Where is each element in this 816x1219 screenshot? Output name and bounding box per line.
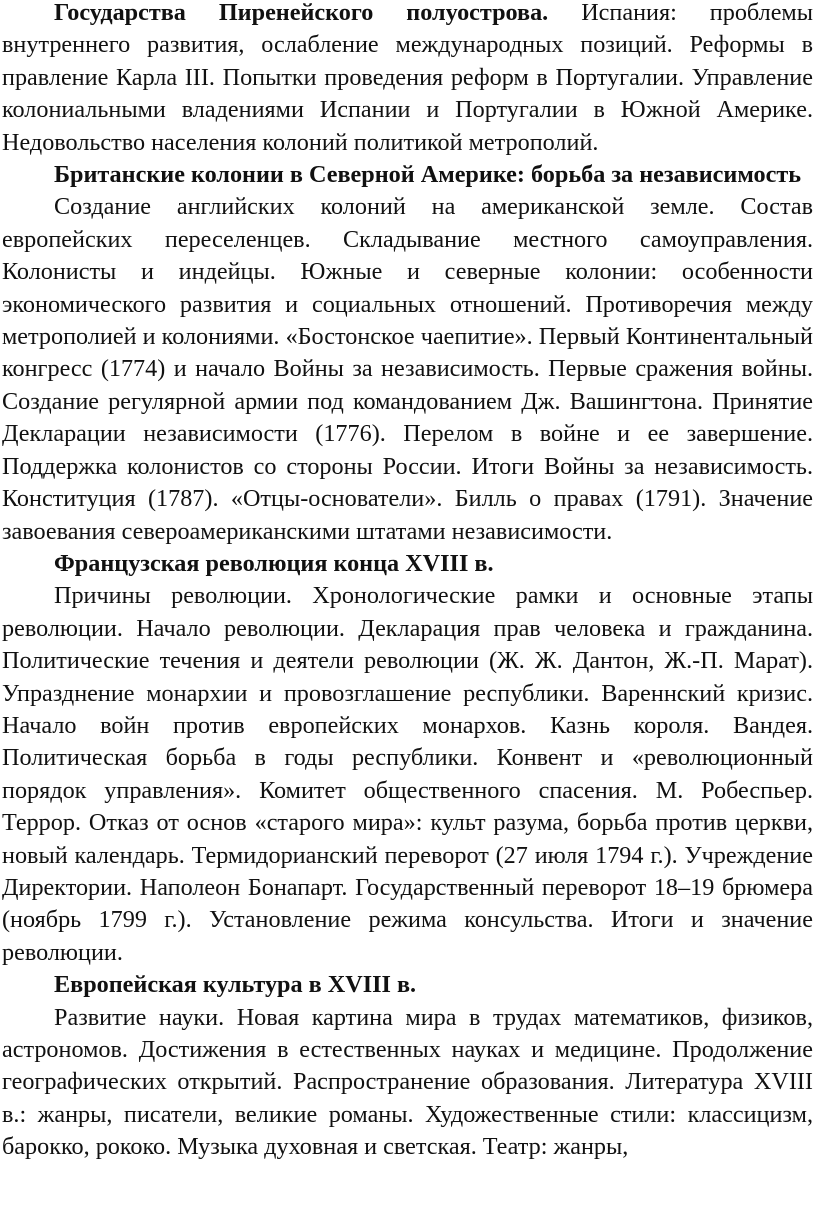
section-heading: Европейская культура в XVIII в.	[54, 971, 417, 999]
section-body: Испания: проблемы внутреннего развития, ослабление международных позиций. Реформы в правление Карла III. Попытки проведения реформ в Португалии. Управление колониальными владениями Испании и Португалии в Южной Америке. Недовольство населения колоний политикой метрополий.	[2, 0, 813, 156]
section-heading: Государства Пиренейского полуострова.	[54, 0, 549, 26]
section-heading: Французская революция конца XVIII в.	[54, 549, 494, 577]
section-body: Развитие науки. Новая картина мира в трудах математиков, физиков, астрономов. Достижения в естественных науках и медицине. Продолжение географических открытий. Распространение образования. Литература XVIII в.: жанры, писатели, великие романы. Художественные стили: классицизм, барокко, рококо. Музыка духовная и светская. Театр: жанры,	[2, 1003, 813, 1161]
section-body: Причины революции. Хронологические рамки и основные этапы революции. Начало революции. Декларация прав человека и гражданина. Политические течения и деятели революции (Ж. Ж. Дантон, Ж.-П. Марат). Упразднение монархии и провозглашение республики. Вареннский кризис. Начало войн против европейских монархов. Казнь короля. Вандея. Политическая борьба в годы республики. Конвент и «революционный порядок управления». Комитет общественного спасения. М. Робеспьер. Террор. Отказ от основ «старого мира»: культ разума, борьба против церкви, новый календарь. Термидорианский переворот (27 июля 1794 г.). Учреждение Директории. Наполеон Бонапарт. Государственный переворот 18–19 брюмера (ноябрь 1799 г.). Установление режима консульства. Итоги и значение революции.	[2, 582, 813, 966]
section-heading: Британские колонии в Северной Америке: борьба за независимость	[54, 161, 802, 189]
section-iberian	[2, 0, 813, 159]
section-body: Создание английских колоний на американской земле. Состав европейских переселенцев. Складывание местного самоуправления. Колонисты и индейцы. Южные и северные колонии: особенности экономического развития и социальных отношений. Противоречия между метрополией и колониями. «Бостонское чаепитие». Первый Континентальный конгресс (1774) и начало Войны за независимость. Первые сражения войны. Создание регулярной армии под командованием Дж. Вашингтона. Принятие Декларации независимости (1776). Перелом в войне и ее завершение. Поддержка колонистов со стороны России. Итоги Войны за независимость. Конституция (1787). «Отцы-основатели». Билль о правах (1791). Значение завоевания североамериканскими штатами независимости.	[2, 193, 813, 545]
